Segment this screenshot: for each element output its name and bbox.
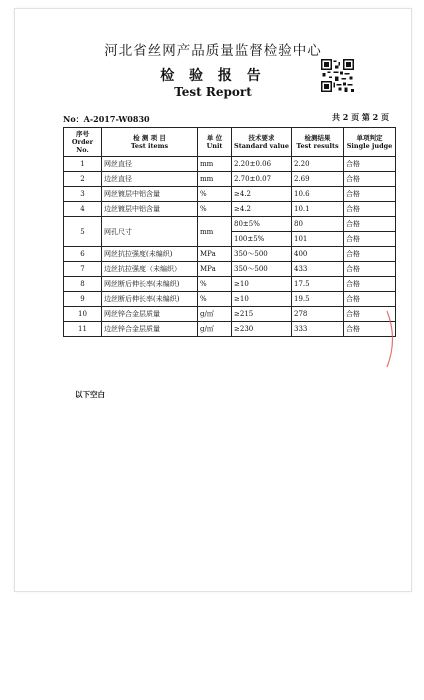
cell-result: 10.1 [292, 202, 344, 217]
cell-item: 边丝锌合金层质量 [102, 322, 198, 337]
cell-item: 边丝断后伸长率(未编织) [102, 292, 198, 307]
cell-judge: 合格 [344, 322, 396, 337]
header-test-results: 检测结果 Test results [292, 128, 344, 157]
cell-no: 6 [64, 247, 102, 262]
cell-judge: 合格 [344, 202, 396, 217]
cell-item: 网丝断后伸长率(未编织) [102, 277, 198, 292]
cell-standard: ≥4.2 [232, 187, 292, 202]
cell-no: 9 [64, 292, 102, 307]
seal-edge-mark [385, 309, 399, 369]
table-row [64, 202, 396, 217]
cell-unit: mm [198, 172, 232, 187]
report-number: No：A-2017-W0830 [63, 114, 150, 124]
cell-result: 17.5 [292, 277, 344, 292]
cell-no: 8 [64, 277, 102, 292]
cell-judge: 合格 [344, 232, 396, 247]
cell-standard: ≥230 [232, 322, 292, 337]
table-header-row [64, 128, 396, 157]
cell-result: 19.5 [292, 292, 344, 307]
cell-item: 网丝镀层中铝含量 [102, 187, 198, 202]
header-single-judge: 单项判定 Single judge [344, 128, 396, 157]
cell-item: 边丝抗拉强度（未编织） [102, 262, 198, 277]
cell-unit: g/㎡ [198, 322, 232, 337]
qr-code-icon [321, 59, 354, 92]
cell-item: 网丝抗拉强度(未编织) [102, 247, 198, 262]
cell-result: 2.69 [292, 172, 344, 187]
cell-unit: mm [198, 217, 232, 247]
cell-result: 10.6 [292, 187, 344, 202]
report-sheet [14, 8, 412, 592]
cell-result: 400 [292, 247, 344, 262]
cell-unit: MPa [198, 247, 232, 262]
table-row [64, 307, 396, 322]
table-row [64, 292, 396, 307]
organization-name: 河北省丝网产品质量监督检验中心 [104, 43, 322, 59]
table-row [64, 262, 396, 277]
cell-unit: % [198, 292, 232, 307]
table-row [64, 277, 396, 292]
cell-judge: 合格 [344, 262, 396, 277]
cell-standard: ≥10 [232, 292, 292, 307]
table-row [64, 322, 396, 337]
table-row [64, 217, 396, 232]
table-row [64, 247, 396, 262]
cell-no: 4 [64, 202, 102, 217]
cell-result: 433 [292, 262, 344, 277]
cell-no: 7 [64, 262, 102, 277]
report-title-cn: 检 验 报 告 [160, 68, 266, 84]
cell-judge: 合格 [344, 307, 396, 322]
cell-result: 278 [292, 307, 344, 322]
cell-item: 网丝直径 [102, 157, 198, 172]
cell-unit: % [198, 202, 232, 217]
header-standard-value: 技术要求 Standard value [232, 128, 292, 157]
cell-result: 101 [292, 232, 344, 247]
cell-unit: g/㎡ [198, 307, 232, 322]
cell-standard: ≥4.2 [232, 202, 292, 217]
cell-standard: 350～500 [232, 262, 292, 277]
cell-no: 5 [64, 217, 102, 247]
cell-standard: 2.20±0.06 [232, 157, 292, 172]
cell-no: 3 [64, 187, 102, 202]
cell-judge: 合格 [344, 157, 396, 172]
cell-standard: ≥215 [232, 307, 292, 322]
header-unit: 单 位 Unit [198, 128, 232, 157]
cell-judge: 合格 [344, 172, 396, 187]
cell-item: 边丝直径 [102, 172, 198, 187]
cell-unit: mm [198, 157, 232, 172]
cell-standard: 350～500 [232, 247, 292, 262]
cell-no: 2 [64, 172, 102, 187]
header-test-items: 检 测 项 目 Test items [102, 128, 198, 157]
cell-standard: 80±5% [232, 217, 292, 232]
cell-judge: 合格 [344, 247, 396, 262]
cell-item: 网丝锌合金层质量 [102, 307, 198, 322]
cell-no: 1 [64, 157, 102, 172]
cell-item: 网孔尺寸 [102, 217, 198, 247]
cell-unit: % [198, 187, 232, 202]
page-indicator: 共 2 页 第 2 页 [331, 112, 389, 122]
cell-judge: 合格 [344, 187, 396, 202]
cell-item: 边丝镀层中铝含量 [102, 202, 198, 217]
header-order-no: 序号 Order No. [64, 128, 102, 157]
cell-standard: 2.70±0.07 [232, 172, 292, 187]
cell-result: 80 [292, 217, 344, 232]
cell-unit: MPa [198, 262, 232, 277]
cell-standard: ≥10 [232, 277, 292, 292]
blank-below-note: 以下空白 [75, 390, 105, 399]
cell-result: 333 [292, 322, 344, 337]
cell-no: 10 [64, 307, 102, 322]
cell-judge: 合格 [344, 277, 396, 292]
table-row [64, 172, 396, 187]
cell-no: 11 [64, 322, 102, 337]
table-row [64, 187, 396, 202]
report-title-en: Test Report [174, 85, 252, 99]
table-row [64, 157, 396, 172]
cell-result: 2.20 [292, 157, 344, 172]
cell-standard: 100±5% [232, 232, 292, 247]
cell-judge: 合格 [344, 217, 396, 232]
cell-judge: 合格 [344, 292, 396, 307]
results-table [63, 127, 396, 337]
cell-unit: % [198, 277, 232, 292]
